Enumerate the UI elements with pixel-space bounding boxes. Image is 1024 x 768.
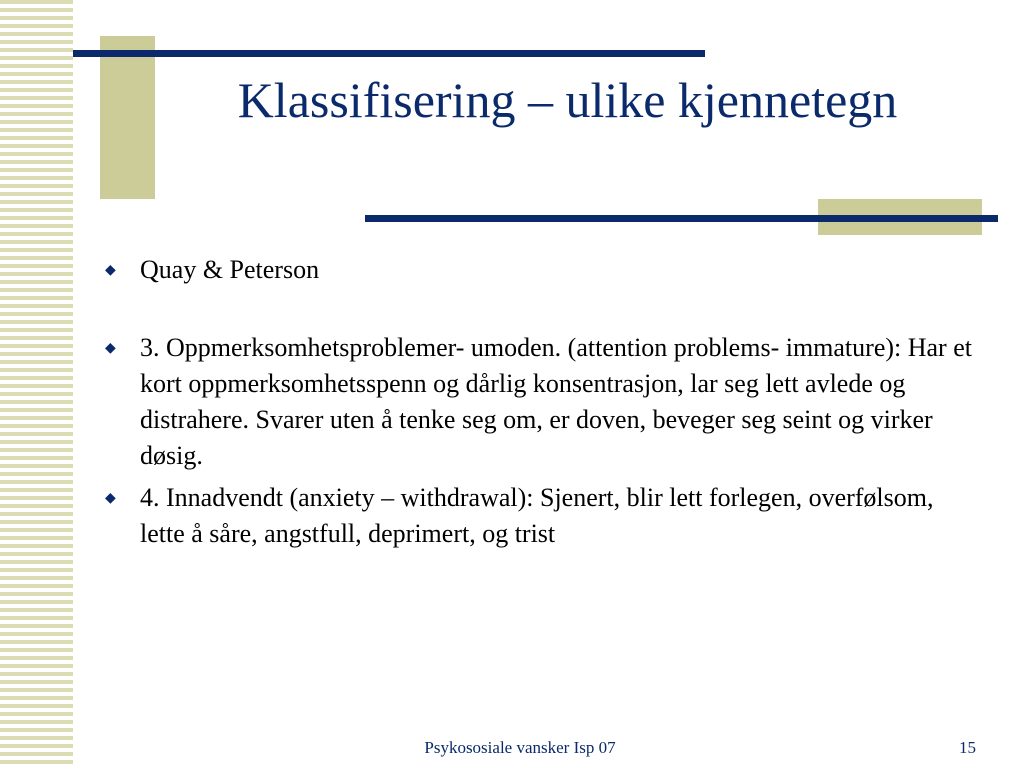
bullet-text: 3. Oppmerksomhetsproblemer- umoden. (attention problems- immature): Har et kort oppmerksomhetsspenn og dårlig konsentrasjon, lar seg lett avlede og distrahere. Svarer uten å tenke seg om, er doven, beveger seg seint og virker døsig. (140, 333, 972, 470)
bullet-item (105, 480, 975, 552)
slide-title: Klassifisering – ulike kjennetegn (237, 72, 898, 128)
title-rule-bottom (365, 215, 998, 222)
diamond-bullet-icon: ◆ (105, 491, 116, 506)
bullet-text: Quay & Peterson (140, 255, 320, 284)
footer-text: Psykososiale vansker Isp 07 (424, 738, 616, 757)
title-rule-top (73, 50, 705, 57)
decorative-stripes (0, 0, 73, 768)
diamond-bullet-icon: ◆ (105, 341, 116, 356)
bullet-item (105, 252, 975, 288)
accent-box-left (100, 36, 155, 199)
bullet-item (105, 330, 975, 474)
page-number: 15 (959, 738, 976, 757)
bullet-text: 4. Innadvendt (anxiety – withdrawal): Sjenert, blir lett forlegen, overfølsom, lette å såre, angstfull, deprimert, og trist (140, 483, 934, 548)
diamond-bullet-icon: ◆ (105, 263, 116, 278)
slide-content (105, 252, 975, 552)
